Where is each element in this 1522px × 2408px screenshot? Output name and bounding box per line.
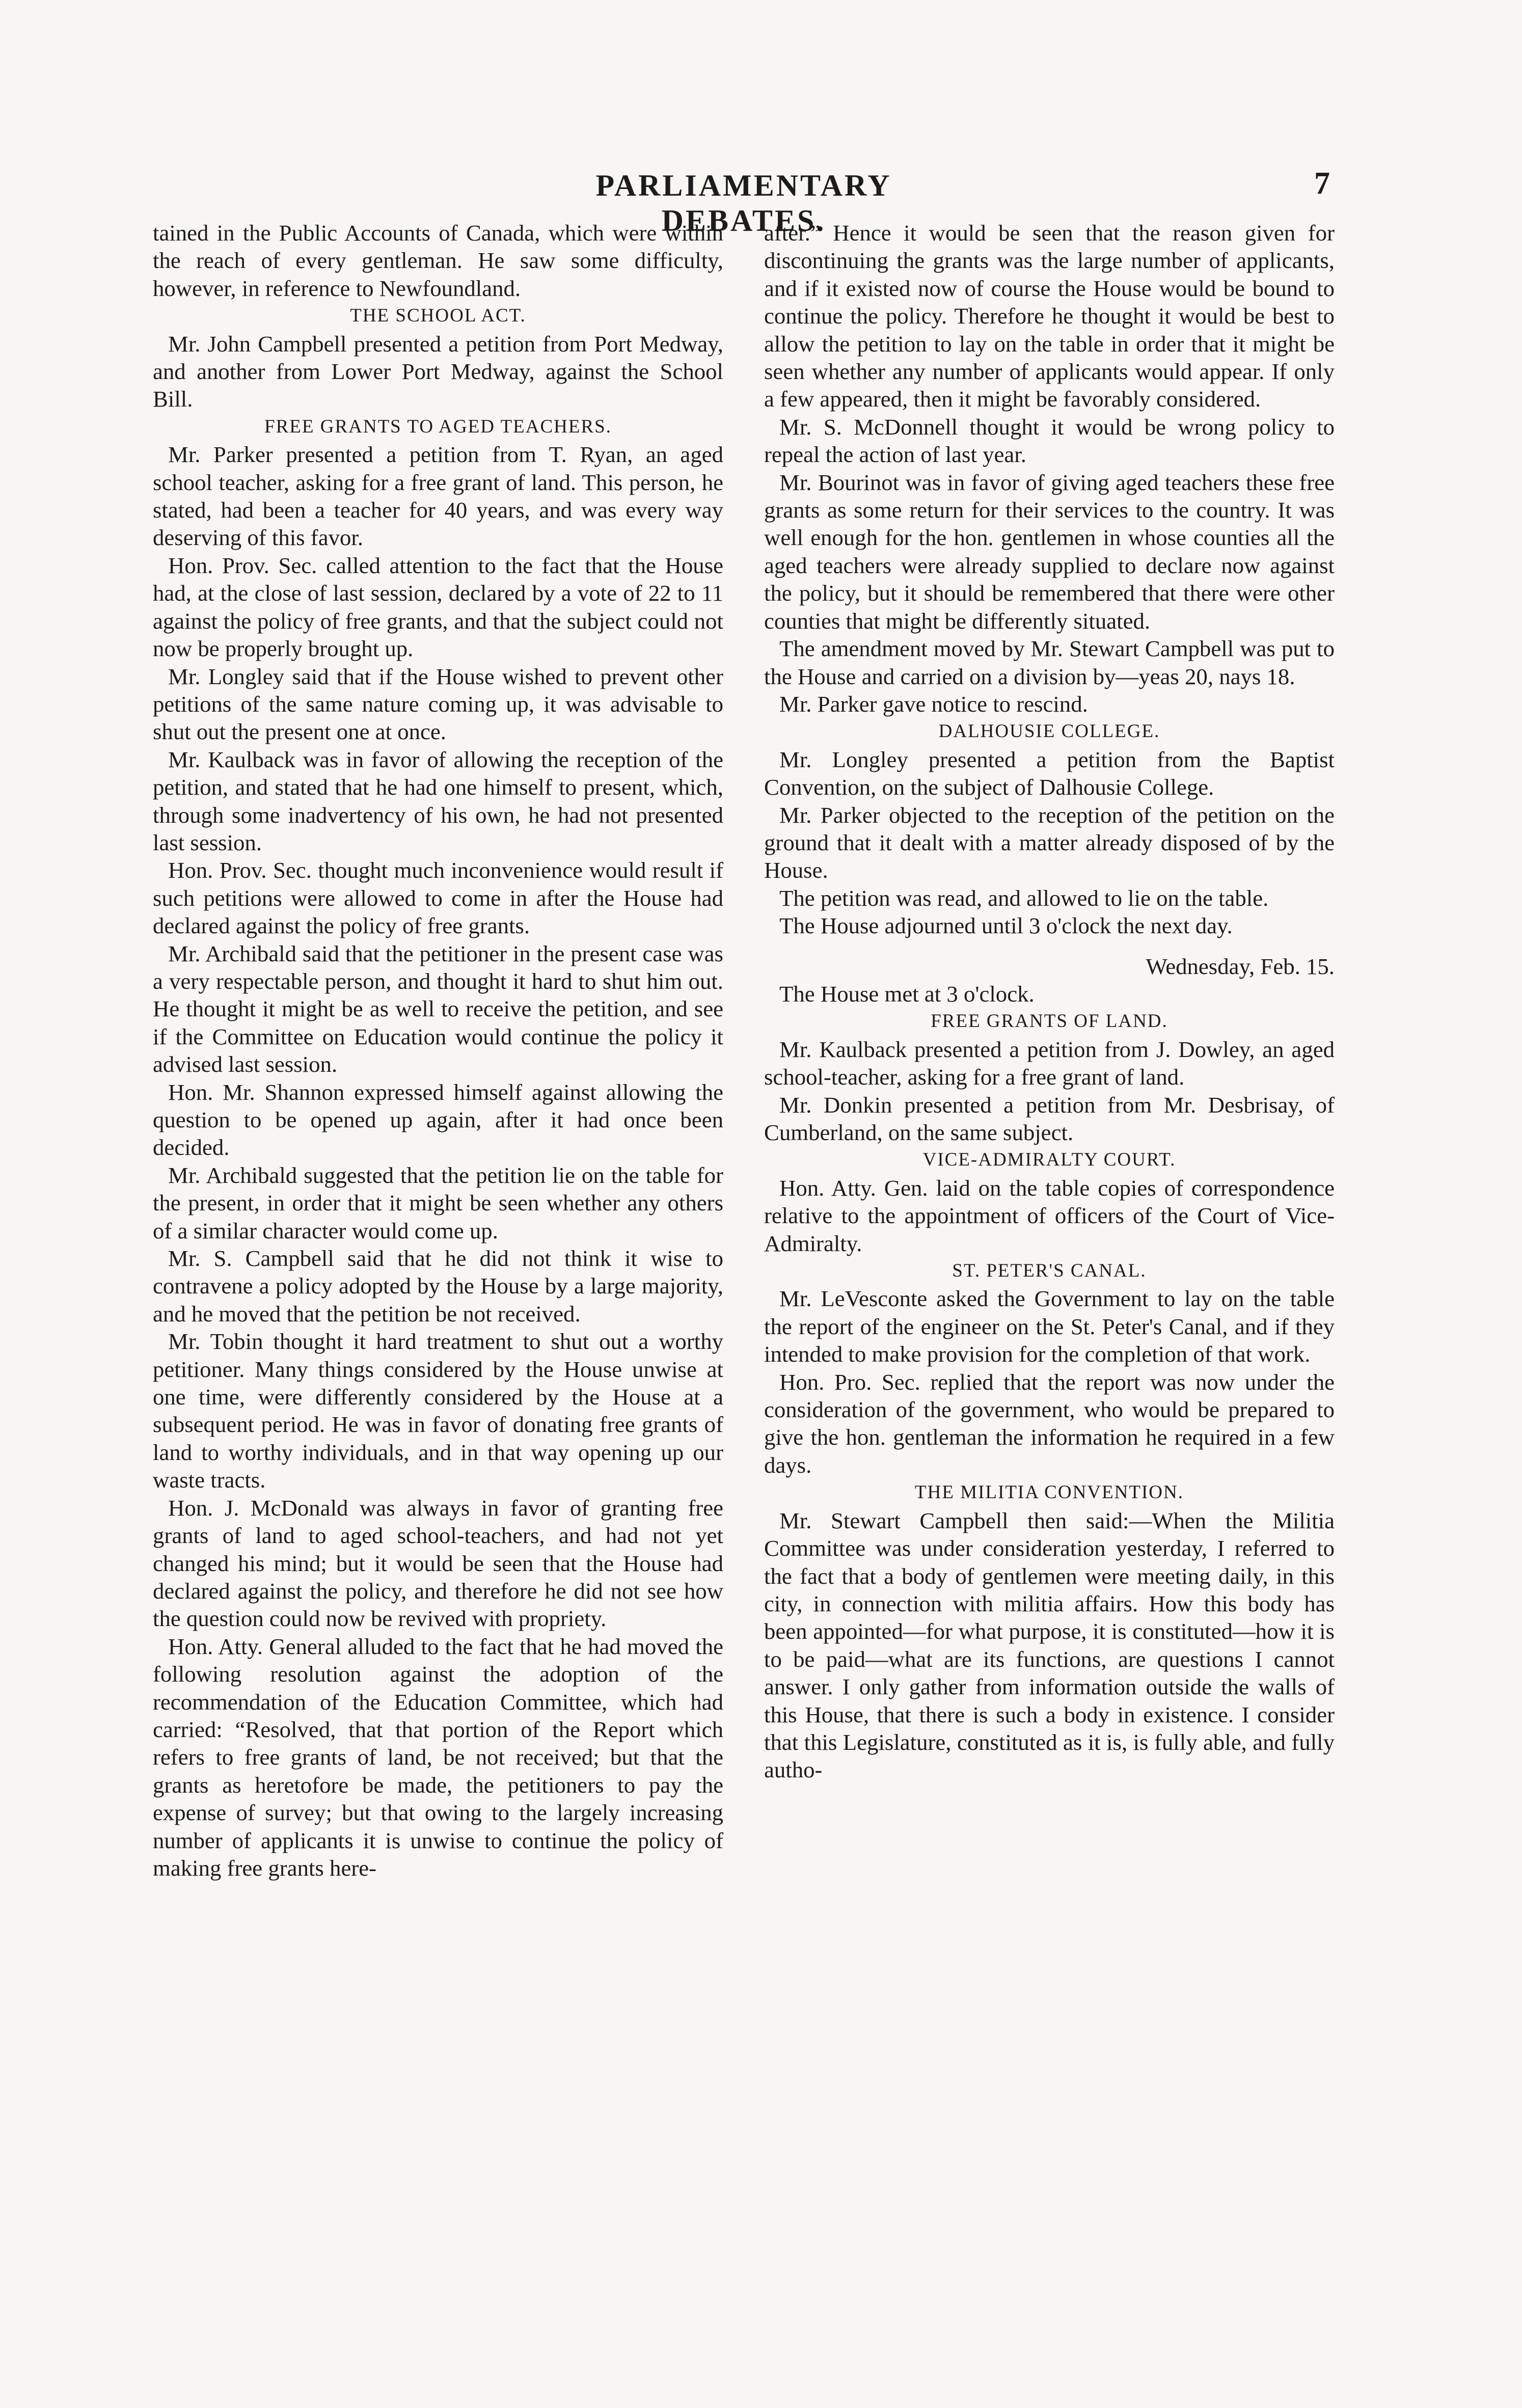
paragraph: Hon. Atty. Gen. laid on the table copies of correspondence relative to the appointment of officers of the Court of Vice-Admiralty. bbox=[764, 1175, 1335, 1256]
section-heading: DALHOUSIE COLLEGE. bbox=[938, 721, 1160, 742]
paragraph: Hon. Atty. General alluded to the fact that he had moved the following resolution against the adoption of the recommendation of the Education Committee, which had carried: “Resolved, that that portion of the Report which refers to free grants of land, be not received; but that the grants as heretofore be made, the petitioners to pay the expense of survey; but that owing to the largely increasing number of applicants it is unwise to continue the policy of making free grants here- bbox=[153, 1633, 723, 1881]
paragraph: Mr. Parker presented a petition from T. Ryan, an aged school teacher, asking for a free grant of land. This person, he stated, had been a teacher for 40 years, and was every way deserving of this favor. bbox=[153, 442, 723, 551]
paragraph: Hon. Prov. Sec. thought much inconvenience would result if such petitions were allowed to come in after the House had declared against the policy of free grants. bbox=[153, 857, 723, 939]
paragraph: Mr. S. McDonnell thought it would be wrong policy to repeal the action of last year. bbox=[764, 414, 1335, 468]
section-heading: THE MILITIA CONVENTION. bbox=[915, 1482, 1184, 1503]
paragraph: The petition was read, and allowed to lie on the table. bbox=[779, 885, 1269, 911]
paragraph: Hon. Prov. Sec. called attention to the fact that the House had, at the close of last session, declared by a vote of 22 to 11 against the policy of free grants, and that the subject could not now be properly brought up. bbox=[153, 552, 723, 662]
paragraph: Mr. Parker objected to the reception of the petition on the ground that it dealt with a matter already disposed of by the House. bbox=[764, 802, 1335, 883]
section-heading: FREE GRANTS OF LAND. bbox=[931, 1011, 1168, 1032]
section-heading: FREE GRANTS TO AGED TEACHERS. bbox=[264, 416, 612, 437]
paragraph: Hon. Mr. Shannon expressed himself against allowing the question to be opened up again, after it had once been decided. bbox=[153, 1079, 723, 1160]
paragraph: Hon. J. McDonald was always in favor of granting free grants of land to aged school-teachers, and had not yet changed his mind; but it would be seen that the House had declared against the policy, and therefore he did not see how the question could now be revived with propriety. bbox=[153, 1495, 723, 1632]
paragraph: Mr. Longley said that if the House wished to prevent other petitions of the same nature coming up, it was advisable to shut out the present one at once. bbox=[153, 663, 723, 745]
right-column bbox=[764, 219, 1335, 1784]
paragraph: Mr. Kaulback presented a petition from J. Dowley, an aged school-teacher, asking for a free grant of land. bbox=[764, 1036, 1335, 1090]
paragraph: after.” Hence it would be seen that the reason given for discontinuing the grants was the large number of applicants, and if it existed now of course the House would be bound to continue the policy. Therefore he thought it would be best to allow the petition to lay on the table in order that it might be seen whether any number of applicants would appear. If only a few appeared, then it might be favorably considered. bbox=[764, 220, 1335, 412]
paragraph: Mr. John Campbell presented a petition from Port Medway, and another from Lower Port Medway, against the School Bill. bbox=[153, 331, 723, 412]
paragraph: Mr. LeVesconte asked the Government to lay on the table the report of the engineer on the St. Peter's Canal, and if they intended to make provision for the completion of that work. bbox=[764, 1286, 1335, 1367]
paragraph: Mr. Longley presented a petition from the Baptist Convention, on the subject of Dalhousie College. bbox=[764, 746, 1335, 800]
paragraph: Mr. Kaulback was in favor of allowing the reception of the petition, and stated that he had one himself to present, which, through some inadvertency of his own, he had not presented last session. bbox=[153, 746, 723, 855]
section-heading: THE SCHOOL ACT. bbox=[350, 305, 526, 327]
paragraph: Mr. Archibald suggested that the petition lie on the table for the present, in order that it might be seen whether any others of a similar character would come up. bbox=[153, 1162, 723, 1243]
left-column bbox=[153, 219, 723, 1882]
section-heading: ST. PETER'S CANAL. bbox=[952, 1260, 1147, 1282]
paragraph: Mr. Donkin presented a petition from Mr. Desbrisay, of Cumberland, on the same subject. bbox=[764, 1092, 1335, 1145]
paragraph: Mr. Stewart Campbell then said:—When the Militia Committee was under consideration yesterday, I referred to the fact that a body of gentlemen were meeting daily, in this city, in connection with militia affairs. How this body has been appointed—for what purpose, it is constituted—how it is to be paid—what are its functions, are questions I cannot answer. I only gather from information outside the walls of this House, that there is such a body in existence. I consider that this Legislature, constituted as it is, is fully able, and fully autho- bbox=[764, 1507, 1335, 1783]
paragraph: Hon. Pro. Sec. replied that the report was now under the consideration of the government, who would be prepared to give the hon. gentleman the information he required in a few days. bbox=[764, 1369, 1335, 1478]
paragraph: The amendment moved by Mr. Stewart Campbell was put to the House and carried on a division by—yeas 20, nays 18. bbox=[764, 636, 1335, 689]
section-heading: VICE-ADMIRALTY COURT. bbox=[922, 1149, 1176, 1171]
paragraph: Mr. Archibald said that the petitioner in the present case was a very respectable person, and thought it hard to shut him out. He thought it might be as well to receive the petition, and see if the Committee on Education would continue the policy it advised last session. bbox=[153, 940, 723, 1077]
paragraph: Mr. S. Campbell said that he did not think it wise to contravene a policy adopted by the House by a large majority, and he moved that the petition be not received. bbox=[153, 1246, 723, 1327]
page-header-title: PARLIAMENTARY DEBATES. bbox=[595, 169, 892, 237]
paragraph: Mr. Bourinot was in favor of giving aged teachers these free grants as some return for their services to the country. It was well enough for the hon. gentlemen in whose counties all the aged teachers were already supplied to declare now against the policy, but it should be remembered that there were other counties that might be differently situated. bbox=[764, 469, 1335, 634]
paragraph: The House met at 3 o'clock. bbox=[779, 981, 1035, 1007]
page-number: 7 bbox=[1314, 166, 1330, 201]
paragraph: The House adjourned until 3 o'clock the next day. bbox=[779, 913, 1233, 939]
dateline: Wednesday, Feb. 15. bbox=[1146, 953, 1335, 979]
paragraph: tained in the Public Accounts of Canada, which were within the reach of every gentleman. He saw some difficulty, however, in reference to Newfoundland. bbox=[153, 220, 723, 301]
paragraph: Mr. Tobin thought it hard treatment to shut out a worthy petitioner. Many things considered by the House unwise at one time, were differently considered by the House at a subsequent period. He was in favor of donating free grants of land to worthy individuals, and in that way opening up our waste tracts. bbox=[153, 1329, 723, 1493]
paragraph: Mr. Parker gave notice to rescind. bbox=[779, 691, 1088, 717]
